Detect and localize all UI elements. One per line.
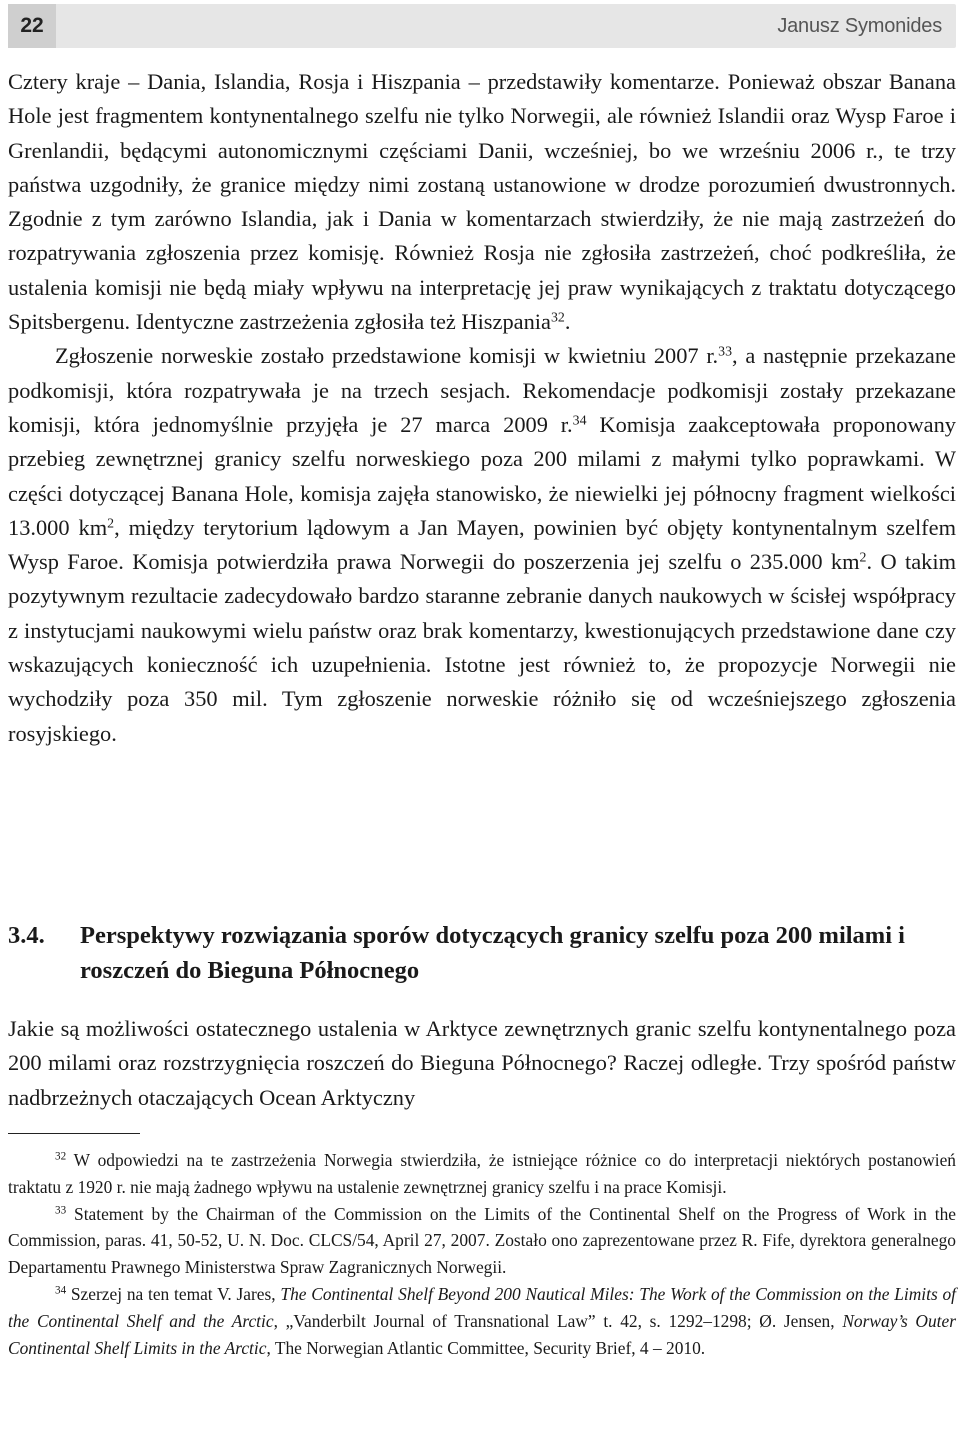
- footnote-32: [8, 1147, 956, 1201]
- paragraph-text: .: [564, 309, 571, 335]
- footnote-text: , The Norwegian Atlantic Committee, Security Brief, 4 – 2010.: [266, 1337, 706, 1358]
- superscript-exponent: 2: [107, 516, 115, 532]
- paragraph-text: . O takim pozytywnym rezultacie zadecydowało bardzo staranne zebranie danych naukowych w ścisłej współpracy z instytucjami naukowymi wielu państw oraz brak komentarzy, kwestionujących przedstawione dane czy wskazujących konieczność ich uzupełnienia. Istotne jest również to, że propozycje Norwegii nie wychodziły poza 350 mil. Tym zgłoszenie norweskie różniło się od wcześniejszego zgłoszenia rosyjskiego.: [8, 549, 956, 746]
- footnote-number: 34: [55, 1284, 67, 1297]
- section-title: Perspektywy rozwiązania sporów dotyczących granicy szelfu poza 200 milami i roszczeń do Bieguna Północnego: [80, 922, 905, 984]
- paragraph-text: Cztery kraje – Dania, Islandia, Rosja i Hiszpania – przedstawiły komentarze. Ponieważ obszar Banana Hole jest fragmentem kontynentalnego szelfu nie tylko Norwegii, ale również Islandii oraz Wysp Faroe i Grenlandii, będącymi autonomicznymi częściami Danii, wcześniej, bo we wrześniu 2006 r., te trzy państwa uzgodniły, że granice między nimi zostaną ustanowione w drodze porozumień dwustronnych. Zgodnie z tym zarówno Islandia, jak i Dania w komentarzach stwierdziły, że nie mają zastrzeżeń do rozpatrywania zgłoszenia przez komisję. Również Rosja nie zgłosiła zastrzeżeń, choć podkreśliła, że ustalenia komisji nie będą miały wpływu na interpretację jej praw wynikających z traktatu dotyczącego Spitsbergenu. Identyczne zastrzeżenia zgłosiła też Hiszpania: [8, 69, 956, 335]
- footnote-34: [8, 1281, 956, 1361]
- running-header: [8, 4, 956, 48]
- body-text: [8, 65, 956, 751]
- footnote-ref-33[interactable]: 33: [718, 344, 733, 360]
- footnote-ref-34[interactable]: 34: [572, 413, 587, 429]
- footnote-number: 33: [55, 1203, 67, 1216]
- footnotes: [8, 1147, 956, 1361]
- paragraph-3: Jakie są możliwości ostatecznego ustalenia w Arktyce zewnętrznych granic szelfu kontynentalnego poza 200 milami oraz rozstrzygnięcia roszczeń do Bieguna Północnego? Raczej odległe. Trzy spośród państw nadbrzeżnych otaczających Ocean Arktyczny: [8, 1016, 956, 1110]
- paragraph-2: [8, 339, 956, 751]
- section-number: 3.4.: [8, 922, 45, 949]
- running-header-author: Janusz Symonides: [777, 15, 942, 37]
- footnote-title-italic: The Continental Shelf Beyond 200 Nautical Miles: The Work of the Commission on the Limits of the Continental Shelf and the Arctic: [8, 1283, 957, 1331]
- paragraph-text: Komisja zaakceptowała proponowany przebieg zewnętrznej granicy szelfu norweskiego poza 200 milami z małymi tylko poprawkami. W części dotyczącej Banana Hole, komisja zajęła stanowisko, że niewielki jej północny fragment wielkości 13.000 km: [8, 411, 957, 540]
- footnote-text: W odpowiedzi na te zastrzeżenia Norwegia stwierdziła, że istniejące różnice co do interpretacji niektórych postanowień traktatu z 1920 r. nie mają żadnego wpływu na ustalenie zewnętrznej granicy szelfu i na prace Komisji.: [8, 1150, 956, 1197]
- section-heading: [8, 918, 956, 988]
- footnote-text: , „Vanderbilt Journal of Transnational Law” t. 42, s. 1292–1298; Ø. Jensen,: [273, 1310, 843, 1331]
- paragraph-text: , między terytorium lądowym a Jan Mayen, powinien być objęty kontynentalnym szelfem Wysp Faroe. Komisja potwierdziła prawa Norwegii do poszerzenia jej szelfu o 235.000 km: [8, 514, 956, 575]
- footnote-text: Statement by the Chairman of the Commission on the Limits of the Continental Shelf on the Progress of Work in the Commission, paras. 41, 50-52, U. N. Doc. CLCS/54, April 27, 2007. Zostało ono zaprezentowane przez R. Fife, dyrektora generalnego Departamentu Prawnego Ministerstwa Spraw Zagranicznych Norwegii.: [8, 1203, 956, 1278]
- footnote-title-italic: Norway’s Outer Continental Shelf Limits in the Arctic: [8, 1310, 957, 1358]
- body-text-continued: [8, 1012, 956, 1115]
- page-number: 22: [8, 4, 56, 48]
- footnote-divider: [8, 1133, 140, 1134]
- superscript-exponent: 2: [859, 550, 867, 566]
- paragraph-1: [8, 65, 956, 339]
- footnote-number: 32: [55, 1150, 67, 1163]
- footnote-text: Szerzej na ten temat V. Jares,: [66, 1283, 281, 1304]
- paragraph-text: Zgłoszenie norweskie zostało przedstawione komisji w kwietniu 2007 r.: [55, 343, 719, 369]
- footnote-ref-32[interactable]: 32: [550, 310, 565, 326]
- footnote-33: [8, 1201, 956, 1281]
- paragraph-text: , a następnie przekazane podkomisji, która rozpatrywała je na trzech sesjach. Rekomendacje podkomisji zostały przekazane komisji, która jednomyślnie przyjęła je 27 marca 2009 r.: [8, 343, 956, 437]
